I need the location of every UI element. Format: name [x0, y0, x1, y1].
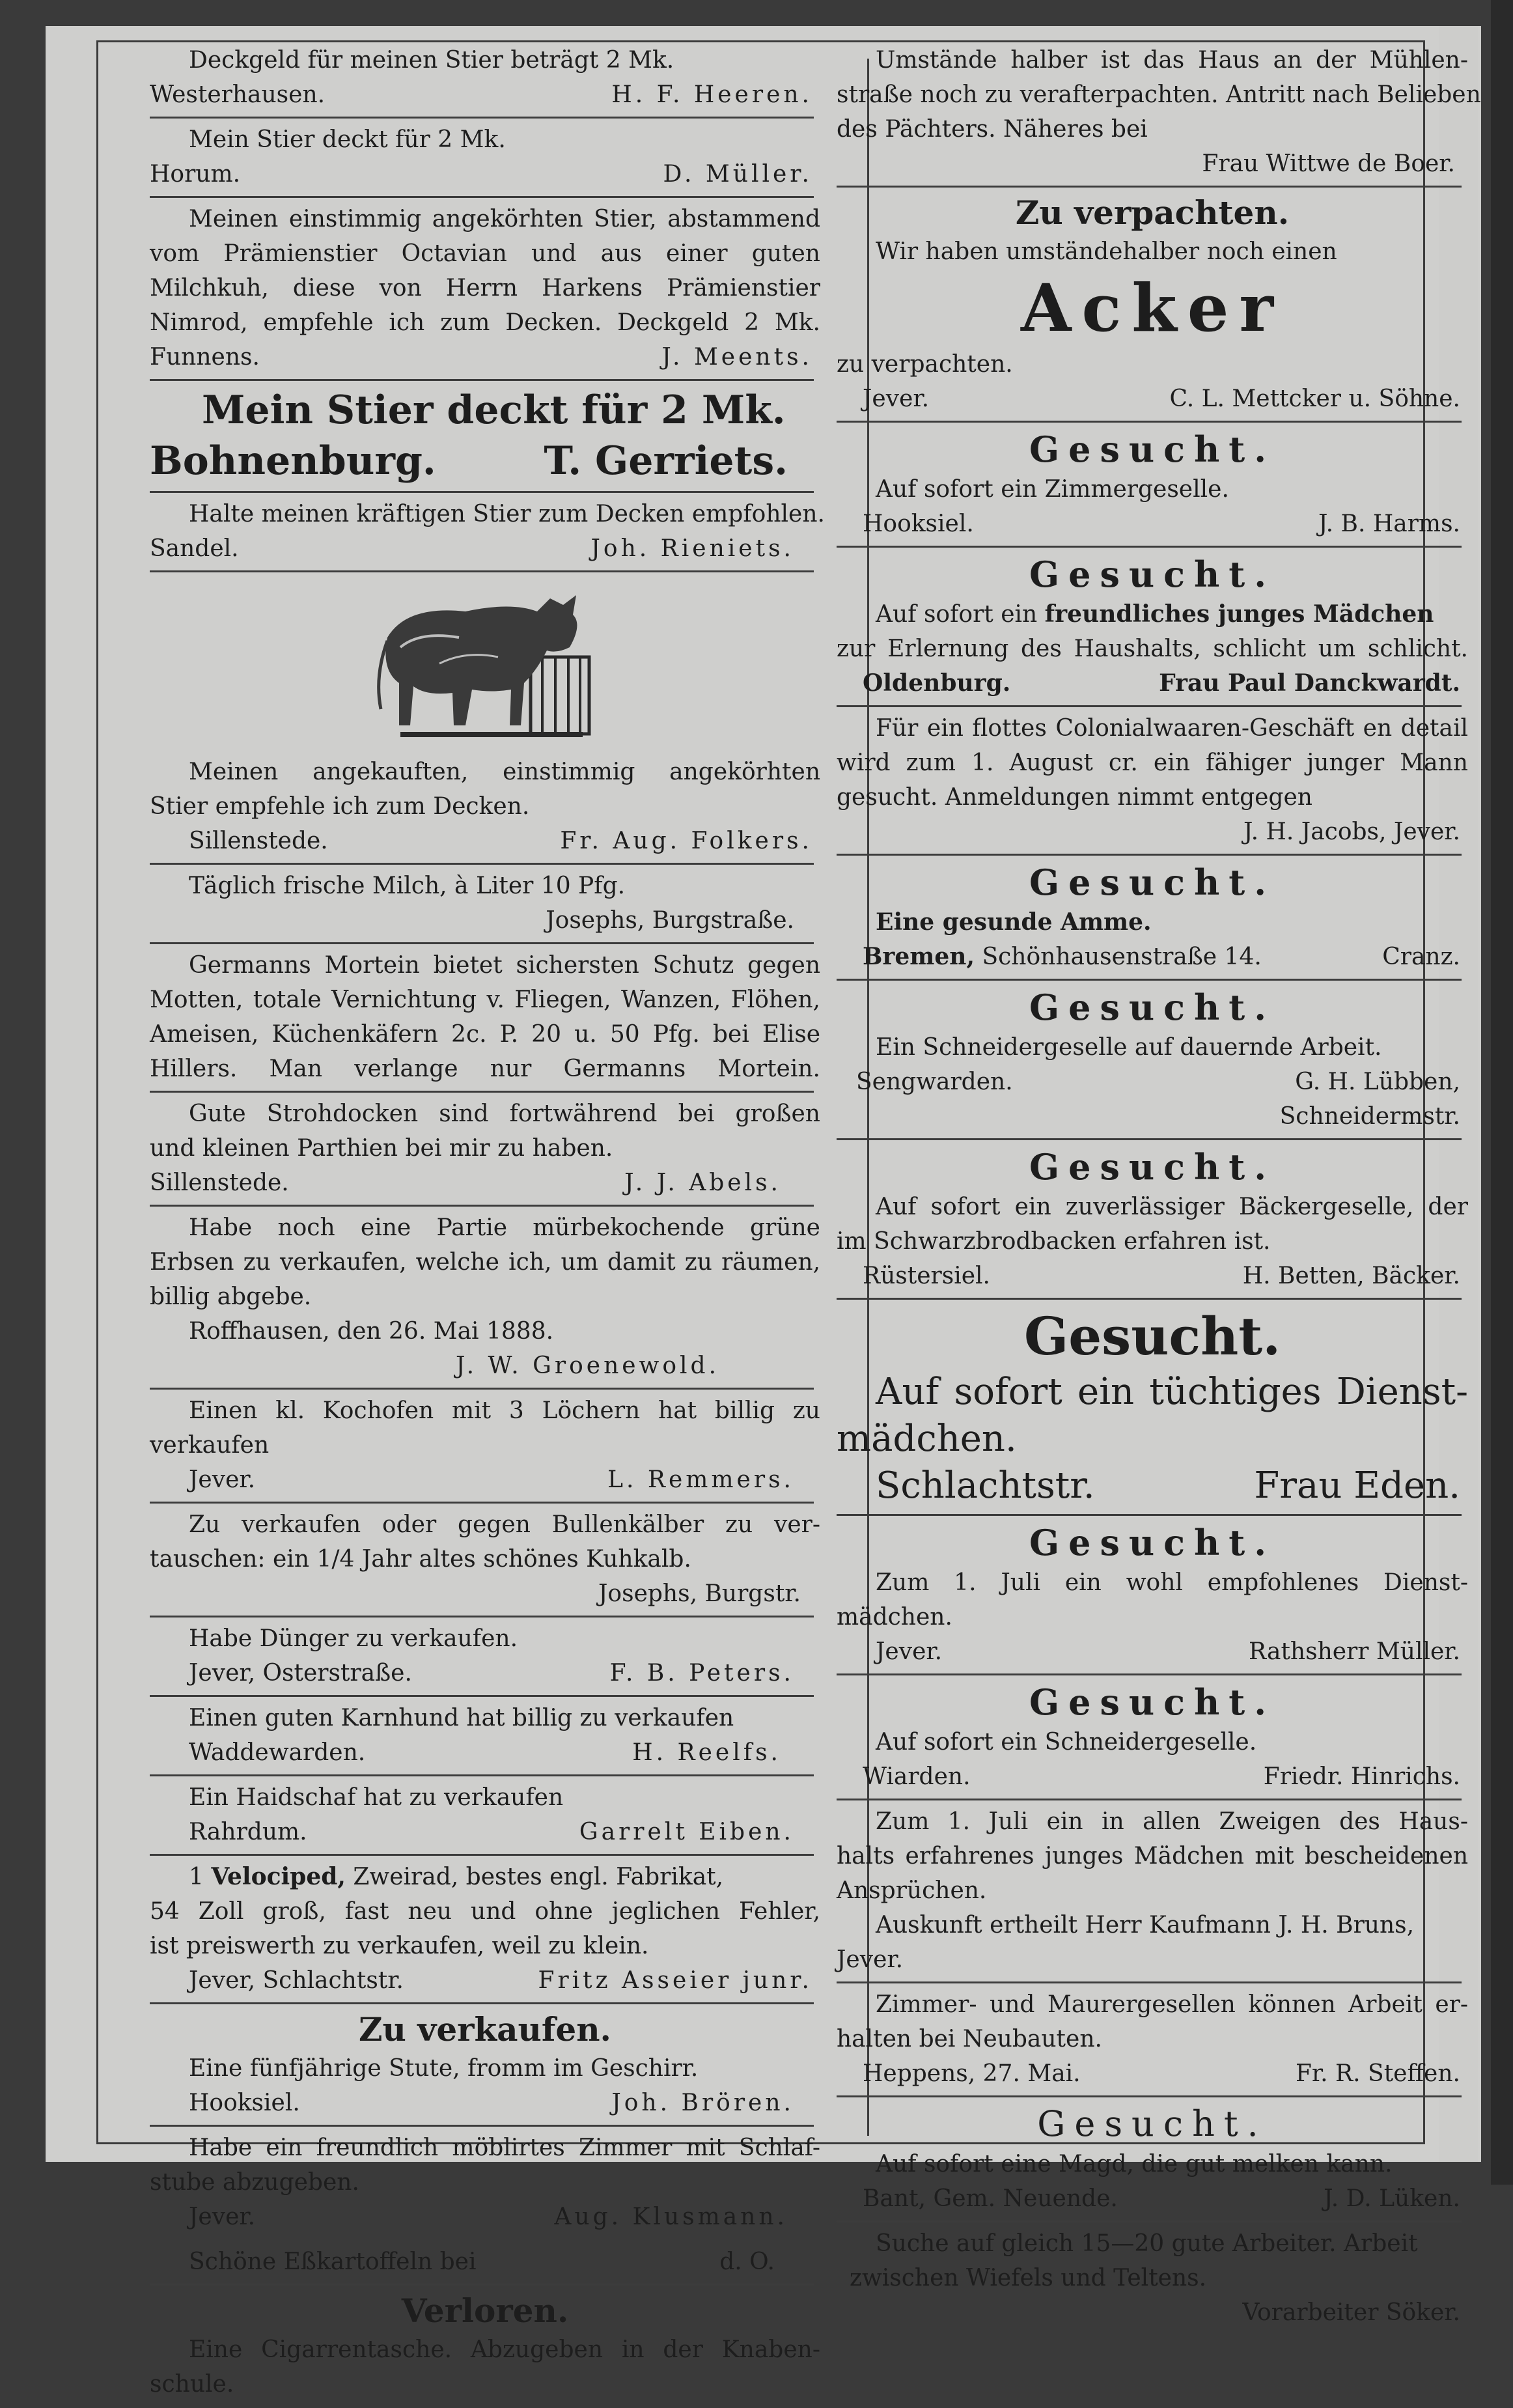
ad-text: verkaufen: [150, 1432, 270, 1459]
ad-signature: Bremen, Schönhausenstraße 14. Cranz.: [863, 943, 1460, 970]
ad-text: mädchen.: [837, 1604, 952, 1631]
ad-stier-folkers: [150, 572, 820, 865]
ad-text: Zum 1. Juli ein in allen Zweigen des Haus-: [876, 1808, 1468, 1835]
ad-arbeiter: [837, 2222, 1468, 2336]
ad-text: Einen guten Karnhund hat billig zu verkaufen: [189, 1705, 734, 1731]
ad-text: tauschen: ein 1/4 Jahr altes schönes Kuhkalb.: [150, 1546, 691, 1573]
ad-signature: Rüstersiel. H. Betten, Bäcker.: [863, 1263, 1460, 1289]
ad-signature: Jever, Osterstraße. F. B. Peters.: [189, 1660, 794, 1687]
ad-signature: Sillenstede. J. J. Abels.: [150, 1169, 781, 1196]
right-column: [837, 39, 1481, 2336]
ad-erbsen: [150, 1207, 820, 1390]
ad-text: Germanns Mortein bietet sichersten Schutz gegen: [189, 952, 820, 979]
ad-text: Auf sofort ein Zimmergeselle.: [876, 476, 1229, 503]
ad-signature: Jever. Rathsherr Müller.: [876, 1638, 1460, 1665]
ad-signature: Wiarden. Friedr. Hinrichs.: [863, 1763, 1460, 1790]
ad-text: Zimmer- und Maurergesellen können Arbeit er-: [876, 1991, 1468, 2018]
ad-text: Motten, totale Vernichtung v. Fliegen, Wanzen, Flöhen,: [150, 987, 820, 1013]
ad-text: Auskunft ertheilt Herr Kaufmann J. H. Bruns,: [876, 1912, 1415, 1939]
ad-text: Zu verkaufen oder gegen Bullenkälber zu ver-: [189, 1511, 820, 1538]
ad-text: Für ein flottes Colonialwaaren-Geschäft en detail: [876, 715, 1468, 742]
ad-dienstmaedchen-eden: [837, 1300, 1468, 1516]
ad-signature: J. H. Jacobs, Jever.: [1243, 819, 1460, 845]
ad-signature: Sandel. Joh. Rieniets.: [150, 535, 794, 562]
ad-maedchen-oldenburg: [837, 548, 1468, 707]
ad-signature: Frau Wittwe de Boer.: [1202, 150, 1455, 177]
ad-text: stube abzugeben.: [150, 2169, 359, 2196]
ad-kuhkalb: [150, 1504, 820, 1617]
ad-heading: Gesucht.: [1029, 861, 1276, 903]
ad-signature: Hooksiel. Joh. Brören.: [189, 2090, 794, 2116]
scan-margin: [1491, 0, 1513, 2185]
ad-haushalt-maedchen: [837, 1800, 1468, 1983]
ad-heading: Zu verpachten.: [1015, 193, 1290, 232]
ad-text: halts erfahrenes junges Mädchen mit bescheidenen: [837, 1843, 1468, 1869]
ad-text: Ein Schneidergeselle auf dauernde Arbeit.: [876, 1034, 1382, 1061]
ad-mortein: [150, 944, 820, 1093]
ad-signature: Josephs, Burgstr.: [598, 1580, 801, 1607]
ad-haidschaf: [150, 1776, 820, 1856]
ad-text: Zum 1. Juli ein wohl empfohlenes Dienst-: [876, 1569, 1468, 1596]
ad-text: Jever.: [837, 1946, 904, 1973]
ad-text: Suche auf gleich 15—20 gute Arbeiter. Arbeit: [876, 2230, 1418, 2257]
left-column: [150, 39, 825, 2408]
ad-haus-verpachten: [837, 39, 1481, 188]
ad-text: Meinen angekauften, einstimmig angekörhten: [189, 759, 820, 785]
ad-heading: Gesucht.: [1029, 987, 1276, 1028]
ad-schneider-sengwarden: [837, 981, 1468, 1140]
ad-zimmer: [150, 2127, 820, 2241]
ad-text: Meinen einstimmig angekörhten Stier, abstammend: [189, 206, 820, 232]
ad-signature: Waddewarden. H. Reelfs.: [189, 1739, 781, 1766]
ad-stute: [150, 2004, 820, 2127]
ad-stier-rieniets: [150, 493, 825, 572]
ad-text: straße noch zu verafterpachten. Antritt nach Belieben: [837, 81, 1481, 108]
ad-amme: [837, 856, 1468, 981]
ad-heading: Gesucht.: [1029, 1146, 1276, 1188]
ad-signature: Sengwarden. G. H. Lübben,: [856, 1069, 1460, 1095]
ad-stier-gerriets: [150, 381, 820, 493]
ad-text: Deckgeld für meinen Stier beträgt 2 Mk.: [189, 47, 674, 74]
ad-signature: Bant, Gem. Neuende. J. D. Lüken.: [863, 2185, 1460, 2212]
ad-kochofen: [150, 1390, 820, 1504]
ad-text: schule.: [150, 2371, 234, 2398]
ad-text: zur Erlernung des Haushalts, schlicht um schlicht.: [837, 636, 1468, 662]
ad-text: Auf sofort ein zuverlässiger Bäckergeselle, der: [876, 1194, 1468, 1220]
ad-signature: Rahrdum. Garrelt Eiben.: [189, 1819, 794, 1845]
ad-text: Erbsen zu verkaufen, welche ich, um damit zu räumen,: [150, 1249, 820, 1276]
ad-dateline: Roffhausen, den 26. Mai 1888.: [189, 1318, 554, 1345]
ad-text: Ein Haidschaf hat zu verkaufen: [189, 1784, 564, 1811]
ad-text: zu verpachten.: [837, 351, 1013, 378]
ad-text: Ameisen, Küchenkäfern 2c. P. 20 u. 50 Pfg. bei Elise: [150, 1021, 820, 1048]
ad-signature: Jever. Aug. Klusmann.: [189, 2204, 788, 2230]
ad-text: Auf sofort ein Schneidergeselle.: [876, 1729, 1257, 1756]
ad-text: Auf sofort eine Magd, die gut melken kann.: [876, 2151, 1393, 2177]
ad-kartoffeln: [150, 2241, 820, 2286]
ad-text: ist preiswerth zu verkaufen, weil zu klein.: [150, 1933, 649, 1959]
ad-signature: Hooksiel. J. B. Harms.: [863, 511, 1460, 537]
ad-text: Habe noch eine Partie mürbekochende grüne: [189, 1214, 820, 1241]
ad-text: Schöne Eßkartoffeln bei d. O.: [189, 2248, 775, 2275]
ad-velociped: [150, 1856, 820, 2004]
bull-illustration: [361, 585, 609, 748]
ad-heading: Gesucht.: [1037, 2103, 1268, 2144]
ad-signature: Heppens, 27. Mai. Fr. R. Steffen.: [863, 2060, 1460, 2087]
ad-text: Eine Cigarrentasche. Abzugeben in der Knaben-: [189, 2336, 820, 2363]
ad-maurergesellen: [837, 1983, 1468, 2097]
ad-schneider-wiarden: [837, 1675, 1468, 1800]
ad-signature: Funnens. J. Meents.: [150, 344, 812, 371]
ad-heading: Gesucht.: [1029, 553, 1276, 595]
ad-text: Eine fünfjährige Stute, fromm im Geschirr.: [189, 2055, 699, 2082]
ad-magd: [837, 2097, 1468, 2222]
ad-signature-title: Schneidermstr.: [1279, 1103, 1460, 1130]
ad-text: im Schwarzbrodbacken erfahren ist.: [837, 1228, 1271, 1255]
ad-stier-heeren: [150, 39, 820, 119]
ad-text: gesucht. Anmeldungen nimmt entgegen: [837, 784, 1312, 811]
ad-signature: Bohnenburg. T. Gerriets.: [150, 438, 788, 484]
ad-signature: Jever. C. L. Mettcker u. Söhne.: [863, 385, 1460, 412]
ad-dienstmaedchen-mueller: [837, 1516, 1468, 1675]
ad-text: Nimrod, empfehle ich zum Decken. Deckgeld 2 Mk.: [150, 309, 820, 336]
ad-stier-meents: [150, 198, 820, 381]
ad-signature: Schlachtstr. Frau Eden.: [876, 1464, 1460, 1507]
ad-signature: Horum. D. Müller.: [150, 161, 812, 188]
ad-signature: J. W. Groenewold.: [456, 1352, 720, 1379]
ad-signature: Sillenstede. Fr. Aug. Folkers.: [189, 828, 812, 854]
ad-text: Auf sofort ein tüchtiges Dienst-: [876, 1371, 1468, 1413]
ad-heading: Zu verkaufen.: [359, 2010, 611, 2049]
ad-heading: Gesucht.: [1029, 1522, 1276, 1563]
ad-signature: Vorarbeiter Söker.: [1242, 2299, 1460, 2326]
ad-text: des Pächters. Näheres bei: [837, 116, 1148, 143]
ad-text: Mein Stier deckt für 2 Mk.: [189, 126, 506, 153]
ad-signature: Josephs, Burgstraße.: [546, 907, 794, 934]
ad-text: halten bei Neubauten.: [837, 2026, 1102, 2052]
ad-text: vom Prämienstier Octavian und aus einer guten: [150, 240, 820, 267]
ad-verloren: [150, 2286, 820, 2408]
ad-text: 54 Zoll groß, fast neu und ohne jeglichen Fehler,: [150, 1898, 820, 1925]
ad-heading: Gesucht.: [1029, 428, 1276, 470]
ad-text: 1 Velociped, Zweirad, bestes engl. Fabrikat,: [189, 1863, 724, 1890]
ad-acker: [837, 188, 1468, 423]
ad-text: Wir haben umständehalber noch einen: [876, 238, 1337, 265]
ad-text: Milchkuh, diese von Herrn Harkens Prämienstier: [150, 275, 820, 301]
ad-text: wird zum 1. August cr. ein fähiger junger Mann: [837, 749, 1468, 776]
ad-heading: Gesucht.: [1023, 1306, 1281, 1367]
ad-text: billig abgebe.: [150, 1283, 312, 1310]
ad-text: Ansprüchen.: [837, 1877, 987, 1904]
ad-text: Habe ein freundlich möblirtes Zimmer mit Schlaf-: [189, 2135, 820, 2161]
ad-big-word: Acker: [1020, 270, 1284, 346]
ad-heading: Verloren.: [401, 2291, 569, 2330]
ad-strohdocken: [150, 1093, 820, 1207]
ad-baeckergeselle: [837, 1140, 1468, 1300]
ad-text: Hillers. Man verlange nur Germanns Mortein.: [150, 1056, 820, 1082]
ad-headline: Mein Stier deckt für 2 Mk.: [202, 387, 786, 433]
ad-signature: Oldenburg. Frau Paul Danckwardt.: [863, 669, 1460, 697]
ad-signature: Jever, Schlachtstr. Fritz Asseier junr.: [189, 1967, 812, 1994]
ad-heading: Gesucht.: [1029, 1681, 1276, 1723]
ad-text: Eine gesunde Amme.: [876, 908, 1152, 936]
ad-text: Täglich frische Milch, à Liter 10 Pfg.: [189, 873, 626, 899]
ad-milch: [150, 865, 820, 944]
ad-text: Umstände halber ist das Haus an der Mühlen-: [876, 47, 1468, 74]
ad-text: Gute Strohdocken sind fortwährend bei großen: [189, 1100, 820, 1127]
ad-karnhund: [150, 1697, 820, 1776]
ad-text: mädchen.: [837, 1418, 1017, 1460]
ad-text: und kleinen Parthien bei mir zu haben.: [150, 1135, 613, 1162]
ad-stier-mueller: [150, 119, 820, 198]
ad-zimmergeselle: [837, 423, 1468, 548]
ad-signature: Westerhausen. H. F. Heeren.: [150, 81, 812, 108]
ad-text: Habe Dünger zu verkaufen.: [189, 1625, 518, 1652]
ad-duenger: [150, 1617, 820, 1697]
ad-colonialwaaren: [837, 707, 1468, 856]
ad-text: Einen kl. Kochofen mit 3 Löchern hat billig zu: [189, 1397, 820, 1424]
ad-text: Auf sofort ein freundliches junges Mädchen: [876, 600, 1434, 628]
ad-text: zwischen Wiefels und Teltens.: [850, 2265, 1207, 2291]
ad-text: Halte meinen kräftigen Stier zum Decken empfohlen.: [189, 501, 825, 527]
ad-text: Stier empfehle ich zum Decken.: [150, 793, 530, 820]
ad-signature: Jever. L. Remmers.: [189, 1466, 794, 1493]
